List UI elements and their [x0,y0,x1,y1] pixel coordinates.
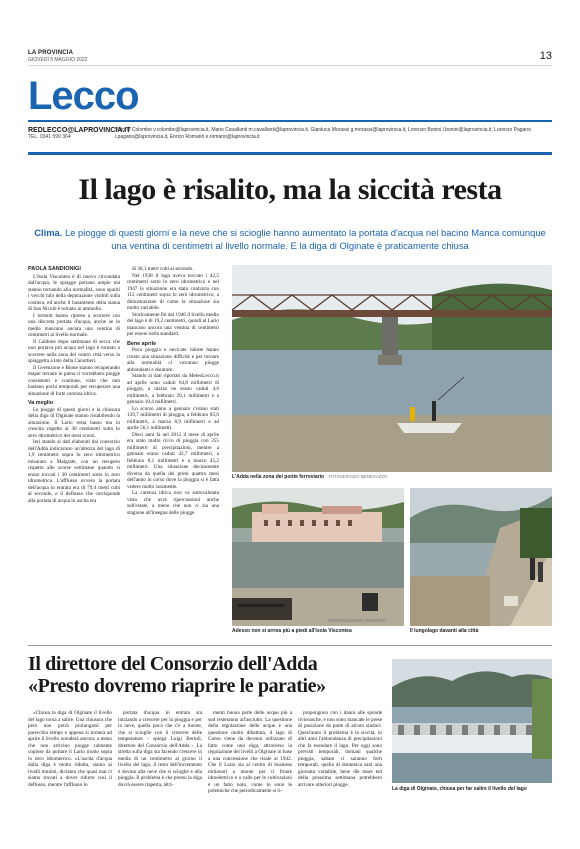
article2-column-1 [28,710,112,788]
paragraph: Le piogge di questi giorni e la chiusura della diga di Olginate stanno ristabilendo la situazione. Il Lario resta basso ma in crescita rispetto ai 30 centimetri sotto lo zero idrometrico dei mesi scorsi. [28,406,120,439]
article1-subtitle-2: Bene aprile [127,340,157,347]
paragraph: menti buona parte delle acque più a sud resteranno all'asciutto. La questione della regolazione delle acque è una questione molto dibattuta, il lago di Como viene da decenni utilizzato di fatto come una diga, attraverso la regolazione dei livelli a Olginate in base a una concessione che risale al 1942. Che il Lario sia al centro di business milionari a monte per il fronte idroelettrico e a valle per le coltivazioni è un fatto noto, come lo sono le polemiche che periodicamente si ri- [208,710,292,794]
photo-credit: FOTOSERVIZIO MENEGAZZO [328,474,388,479]
photo-lungolago [410,488,552,626]
paragraph: I torrenti hanno ripreso a scorrere con una discreta portata d'acqua, anche se in media mancano ancora una ventina di centimetri al livello normale. [28,312,120,338]
article2-column-2 [118,710,202,788]
paragraph: La carenza idrica non va sottovalutata visto che avrà ripercussioni anche sull'estate, a meno che non ci sia una stagione all'insegna delle piogge. [127,490,219,516]
photo-rights: ©RIPRODUZIONE RISERVATA [328,618,388,623]
photo-diga-caption: La diga di Olginate, chiusa per far salire il livello del lago [392,786,527,792]
paper-date: GIOVEDÌ 5 MAGGIO 2022 [28,57,88,63]
paragraph: L'Isola Viscontea è di nuovo circondata dall'acqua, le spiagge portano ampie ma stanno tornando alla normalità, sono spariti i vecchi tubi della depurazione visibili sulla costiera, ed anche il basamento della statua di San Nicolò è tornato in ammollo. [28,273,120,312]
section-email[interactable]: REDLECCO@LAPROVINCIA.IT [28,127,131,134]
article1-column-1 [28,266,120,504]
article2-headline [28,653,378,697]
article2-headline-line-2: «Presto dovremo riaprire le paratie» [28,675,326,697]
photo-isola-viscontea [232,488,404,626]
paragraph: Nel 1938 il lago aveva toccato i 42,5 centimetri sotto lo zero idrometrico e nel 1947 la situazione era stata contraria con 112 centimetri sopra lo zero idrometrico, a dimostrazione di come la situazione sia molto variabile. [127,272,219,311]
paragraph: Stando ai dati riportati da MeteoLecco.it ad aprile sono caduti 64,8 millimetri di pioggia, a marzo ne erano caduti 4,6 millimetri, a febbraio 20,1 millimetri e a gennaio 10,4 millimetri. [127,373,219,405]
paragraph: «Chiusa la diga di Olginate il livello del lago torna a salire. Una chiusura che però non potrà prolungarsi per parecchio tempo e appena si tornerà ad aprire il livello scenderà ancora, a meno che non arrivino piogge talmente copiose da portare il Lario molto sopra lo zero idrometrico. «L'uscita d'acqua dalla diga è molto ridotta, siamo ai livelli minimi, diciamo che quasi mai ci siamo trovati a dover ridurre così il deflusso, mentre l'afflusso lo [28,710,112,788]
photo-isola-caption: Adesso non si arriva più a piedi all'Isola Viscontea [232,628,352,634]
article1-column-2 [127,266,219,516]
paragraph: di 36,1 metri cubi al secondo. [132,266,194,272]
page-number: 13 [539,50,552,62]
photo-bridge-caption-text: L'Adda nella zona del ponte ferroviario [232,474,325,480]
section-rule [28,120,552,122]
paragraph: Poca pioggia e nevicate ridotte hanno creato una situazione difficile e per tornare alla normalità ci vorranno piogge abbondanti e durature. [127,347,219,373]
article2-column-4 [298,710,382,788]
article1-subhead-text: Le piogge di questi giorni e la neve che si scioglie hanno aumentato la portata d'acqua nel bacino Manca comunque una ventina di centimetri al livello normale. E la diga di Olginate è praticamente chiusa [64,227,546,251]
section-title: Lecco [28,74,139,118]
photo-lungolago-caption: Il lungolago davanti alla città [410,628,479,634]
article1-subhead [28,226,552,252]
photo-bridge [232,265,552,472]
article1-subtitle-1: Va meglio [28,400,54,406]
paragraph: portata d'acqua in entrata sta iniziando a crescere per la pioggia e per la neve, quella poca che c'è a monte, che si scioglie con il crescere delle temperature - spiega Luigi Bertoli, direttore del Consorzio dell'Adda -. La stretta sulla diga sta facendo crescere in media di un centimetro al giorno il livello del lago, il resto dell'incremento è dovuto alla neve che si scioglie e alla pioggia. Il problema è che presto la diga dovrà essere riaperta, altri- [118,710,202,788]
section-contacts [28,127,552,140]
article1-headline: Il lago è risalito, ma la siccità resta [78,173,502,206]
article1-kicker: Clima. [34,227,63,238]
photo-diga-olginate [392,659,552,783]
section-tel: TEL. 0341 599 364 [28,134,71,140]
article2-headline-line-1: Il direttore del Consorzio dell'Adda [28,653,318,675]
photo-bridge-caption [232,474,552,480]
paragraph: Ieri stando ai dati elaborati dal consorzio dell'Adda indicavano un'altezza del lago di 1,9 centimetri sopra lo zero idrometrico misurato a Malgrate, con un recupero rispetto alle scorse settimane quando si erano toccati i 30 centimetri sotto lo zero idrometrico. L'afflusso ovvero la portata dell'acqua in entrata era di 79,4 metri cubi al secondo, e il deflusso che corrisponde alla portata di acqua in uscita era [28,439,120,504]
article-separator [28,645,552,646]
article2-column-3 [208,710,292,795]
masthead [28,50,552,63]
paragraph: Storicamente fin dal 1946 il livello medio del lago è di 19,2 centimetri, quindi al Lario mancano ancora una ventina di centimetri per essere nella standard. [127,311,219,337]
paragraph: Dieci anni fa nel 2012 il mese di aprile era stato molto ricco di pioggia con 255 millimetri di precipitazioni, mentre a gennaio erano caduti 42,7 millimetri, a febbraio 8,1 millimetri e a marzo 45,2 millimetri. Una situazione decisamente diversa da quella dei primi quattro mesi dell'anno in corso dove la pioggia si è fatta vedere molto raramente. [127,431,219,490]
paragraph: Il Caldone dopo settimane di secca che non portava più acqua nel lago è tornato a scorrere nella zona del centro città verso la spiaggetta a lato della Canottieri. [28,338,120,364]
paper-name: LA PROVINCIA [28,50,74,56]
paragraph: propongono con i danni alle sponde rivierasche, e non sono mancate le prese di posizione da parte di alcuni sindaci. Quest'anno il problema è la siccità, in altri anni l'abbondanza di precipitazioni che fa esondare il lago. Per oggi sono previsti temporali, domani qualche pioggia, sabato ci saranno forti temporali, quella di domenica sarà una giornata variabile, bene dle mare ted della prossima settimana potrebbero arrivare ulteriori piogge. [298,710,382,788]
paragraph: Il Gerenzone e Bione stanno recuperando maper tornare in piena ci vorrebbero piogge consistenti e continue, visto che non bastano pochi temporali per recuperare una situazione di forte carenza idrica. [28,364,120,397]
section-rule-bottom [28,152,552,155]
paragraph: Lo scorso anno a gennaio c'erano stati 139,7 millimetri di pioggia, a febbraio 85,6 millimetri, a marzo 8,9 millimetri e ad aprile 56,1 millimetri. [127,405,219,431]
header-rule [28,65,552,66]
section-staff: Vittorio Colombo v.colombo@laprovincia.it, Mario Cavallanti m.cavallanti@laprovincia.it, Gianluca Morassi g.morassi@laprovincia.it, Lorenzo Bonini l.bonini@laprovincia.it, Lorenzo Pagano l.pagano@laprovincia.it, Enrico Romanò e.romano@laprovincia.it [115,127,531,140]
article1-author: PAOLA SANDIONIGI [28,266,81,272]
